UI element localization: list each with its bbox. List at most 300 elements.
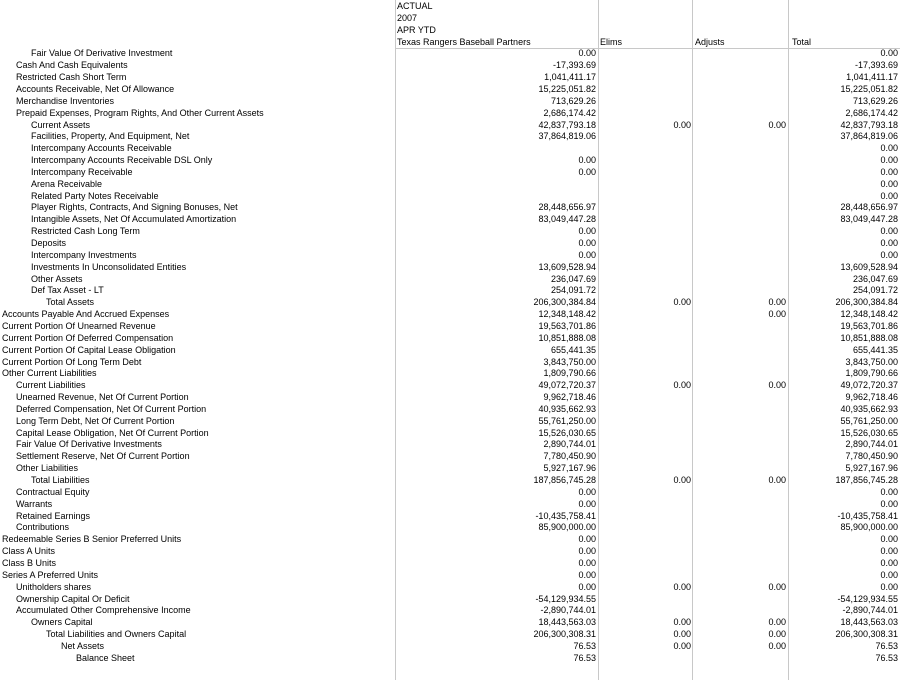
table-row <box>0 570 900 582</box>
cell-value[interactable]: 37,864,819.06 <box>538 131 596 142</box>
cell-elims[interactable]: 0.00 <box>673 119 691 130</box>
cell-total[interactable]: -54,129,934.55 <box>837 593 898 604</box>
cell-elims[interactable] <box>600 131 691 143</box>
row-label[interactable]: Other Current Liabilities <box>2 368 97 379</box>
cell-elims[interactable] <box>600 357 691 369</box>
cell-adjusts[interactable]: 0.00 <box>768 475 786 485</box>
table-row <box>0 368 900 380</box>
cell-adjusts[interactable] <box>694 108 786 120</box>
cell-elims[interactable] <box>600 202 691 214</box>
cell-total[interactable]: 0.00 <box>880 226 898 237</box>
table-row <box>0 96 900 108</box>
cell-adjusts[interactable] <box>694 546 786 558</box>
cell-adjusts[interactable] <box>694 333 786 345</box>
cell-elims[interactable]: 0.00 <box>673 640 691 651</box>
table-row <box>0 558 900 570</box>
cell-value[interactable]: 15,225,051.82 <box>538 83 596 94</box>
cell-total[interactable]: 187,856,745.28 <box>835 475 898 485</box>
cell-value[interactable]: 0.00 <box>578 534 596 545</box>
cell-elims[interactable] <box>600 108 691 120</box>
cell-value[interactable]: 0.00 <box>578 238 596 248</box>
cell-adjusts[interactable] <box>694 179 786 191</box>
cell-elims[interactable] <box>600 463 691 475</box>
cell-adjusts[interactable] <box>694 191 786 203</box>
cell-value[interactable]: 0.00 <box>578 557 596 568</box>
cell-adjusts[interactable] <box>694 368 786 380</box>
cell-elims[interactable] <box>600 416 691 428</box>
row-label[interactable]: Owners Capital <box>31 617 93 628</box>
cell-adjusts[interactable] <box>694 653 786 665</box>
table-row <box>0 475 900 487</box>
row-label[interactable]: Total Assets <box>46 297 95 308</box>
cell-total[interactable]: 85,900,000.00 <box>840 522 898 533</box>
cell-elims[interactable] <box>600 262 691 274</box>
cell-value[interactable]: 42,837,793.18 <box>538 119 596 130</box>
cell-adjusts[interactable] <box>694 250 786 262</box>
cell-elims[interactable]: 0.00 <box>673 475 691 485</box>
cell-adjusts[interactable] <box>694 214 786 226</box>
row-label[interactable]: Current Portion Of Deferred Compensation <box>2 332 174 343</box>
table-row <box>0 143 900 155</box>
cell-value[interactable]: 15,526,030.65 <box>538 427 596 438</box>
row-label[interactable]: Cash And Cash Equivalents <box>16 60 128 71</box>
row-label[interactable]: Intercompany Receivable <box>31 166 133 177</box>
cell-value[interactable] <box>397 143 596 155</box>
cell-total[interactable]: 1,809,790.66 <box>845 368 898 379</box>
row-label[interactable]: Settlement Reserve, Net Of Current Portion <box>16 451 190 462</box>
row-label[interactable]: Investments In Unconsolidated Entities <box>31 261 187 272</box>
table-row <box>0 594 900 606</box>
row-label[interactable]: Accounts Payable And Accrued Expenses <box>2 309 170 320</box>
cell-value[interactable]: 18,443,563.03 <box>538 617 596 628</box>
table-row <box>0 60 900 72</box>
cell-adjusts[interactable] <box>694 404 786 416</box>
cell-elims[interactable] <box>600 238 691 250</box>
row-label[interactable]: Long Term Debt, Net Of Current Portion <box>16 415 175 426</box>
cell-adjusts[interactable] <box>694 262 786 274</box>
cell-value[interactable]: 254,091.72 <box>550 285 596 296</box>
cell-total[interactable]: 0.00 <box>880 486 898 497</box>
row-label[interactable]: Deferred Compensation, Net Of Current Portion <box>16 403 207 414</box>
cell-adjusts[interactable] <box>694 202 786 214</box>
cell-elims[interactable] <box>600 594 691 606</box>
cell-total[interactable]: 55,761,250.00 <box>840 415 898 426</box>
row-label[interactable]: Retained Earnings <box>16 510 91 521</box>
header-elims: Elims <box>600 36 622 47</box>
cell-value[interactable]: 1,809,790.66 <box>543 368 596 379</box>
row-label[interactable]: Other Assets <box>31 273 83 284</box>
table-row <box>0 499 900 511</box>
row-label[interactable]: Capital Lease Obligation, Net Of Current Portion <box>16 427 209 438</box>
cell-elims[interactable] <box>600 392 691 404</box>
cell-value[interactable]: 19,563,701.86 <box>538 320 596 331</box>
cell-elims[interactable] <box>600 534 691 546</box>
cell-adjusts[interactable] <box>694 285 786 297</box>
cell-elims[interactable] <box>600 179 691 191</box>
cell-elims[interactable] <box>600 226 691 238</box>
table-row <box>0 250 900 262</box>
cell-elims[interactable]: 0.00 <box>673 629 691 640</box>
cell-total[interactable]: -17,393.69 <box>854 60 898 71</box>
cell-adjusts[interactable] <box>694 84 786 96</box>
cell-value[interactable]: 85,900,000.00 <box>538 522 596 533</box>
cell-total[interactable]: 19,563,701.86 <box>840 320 898 331</box>
cell-value[interactable]: 0.00 <box>578 48 596 59</box>
cell-adjusts[interactable] <box>694 499 786 511</box>
table-row <box>0 238 900 250</box>
cell-total[interactable]: 2,890,744.01 <box>845 439 898 450</box>
cell-value[interactable]: 0.00 <box>578 249 596 260</box>
cell-elims[interactable]: 0.00 <box>673 617 691 628</box>
cell-adjusts[interactable] <box>694 428 786 440</box>
cell-elims[interactable] <box>600 214 691 226</box>
cell-value[interactable]: 0.00 <box>578 166 596 177</box>
cell-total[interactable]: 0.00 <box>880 166 898 177</box>
table-row <box>0 629 900 641</box>
table-row <box>0 487 900 499</box>
header-scenario: ACTUAL <box>397 1 433 11</box>
cell-adjusts[interactable] <box>694 321 786 333</box>
cell-total[interactable]: 76.53 <box>875 640 898 651</box>
cell-total[interactable]: 15,526,030.65 <box>840 427 898 438</box>
cell-value[interactable]: -54,129,934.55 <box>535 593 596 604</box>
row-label[interactable]: Intercompany Accounts Receivable DSL Only <box>31 155 213 166</box>
table-row <box>0 297 900 309</box>
cell-elims[interactable] <box>600 84 691 96</box>
cell-total[interactable]: 0.00 <box>880 581 898 592</box>
cell-elims[interactable] <box>600 428 691 440</box>
cell-value[interactable]: 12,348,148.42 <box>538 309 596 320</box>
cell-total[interactable]: 0.00 <box>880 249 898 260</box>
cell-elims[interactable] <box>600 274 691 286</box>
cell-value[interactable]: 0.00 <box>578 581 596 592</box>
table-row <box>0 84 900 96</box>
cell-elims[interactable]: 0.00 <box>673 581 691 592</box>
cell-total[interactable]: 3,843,750.00 <box>845 356 898 367</box>
cell-elims[interactable] <box>600 250 691 262</box>
cell-total[interactable]: 49,072,720.37 <box>840 380 898 391</box>
cell-value[interactable]: 49,072,720.37 <box>538 380 596 391</box>
cell-elims[interactable] <box>600 558 691 570</box>
row-label[interactable]: Deposits <box>31 238 67 248</box>
cell-total[interactable]: 28,448,656.97 <box>840 202 898 213</box>
table-row <box>0 120 900 132</box>
cell-value[interactable]: -10,435,758.41 <box>535 510 596 521</box>
cell-total[interactable]: 7,780,450.90 <box>845 451 898 462</box>
row-label[interactable]: Restricted Cash Short Term <box>16 72 127 83</box>
table-row <box>0 345 900 357</box>
row-label[interactable]: Redeemable Series B Senior Preferred Units <box>2 534 182 545</box>
table-row <box>0 131 900 143</box>
cell-value[interactable]: 2,686,174.42 <box>543 107 596 118</box>
cell-adjusts[interactable] <box>694 511 786 523</box>
cell-value[interactable]: 187,856,745.28 <box>533 475 596 485</box>
cell-total[interactable]: 18,443,563.03 <box>840 617 898 628</box>
cell-adjusts[interactable]: 0.00 <box>768 640 786 651</box>
cell-elims[interactable] <box>600 653 691 665</box>
cell-total[interactable]: 15,225,051.82 <box>840 83 898 94</box>
cell-elims[interactable] <box>600 451 691 463</box>
cell-total[interactable]: 0.00 <box>880 143 898 154</box>
table-row <box>0 534 900 546</box>
table-row <box>0 262 900 274</box>
row-label[interactable]: Unitholders shares <box>16 581 92 592</box>
row-label[interactable]: Warrants <box>16 498 53 509</box>
cell-total[interactable]: 0.00 <box>880 48 898 59</box>
cell-adjusts[interactable] <box>694 451 786 463</box>
cell-total[interactable]: -10,435,758.41 <box>837 510 898 521</box>
cell-value[interactable]: 13,609,528.94 <box>538 261 596 272</box>
row-label[interactable]: Related Party Notes Receivable <box>31 190 159 201</box>
cell-adjusts[interactable] <box>694 48 786 60</box>
cell-value[interactable]: 76.53 <box>573 652 596 663</box>
cell-adjusts[interactable] <box>694 522 786 534</box>
cell-value[interactable] <box>397 179 596 191</box>
cell-adjusts[interactable] <box>694 60 786 72</box>
cell-elims[interactable] <box>600 321 691 333</box>
table-row <box>0 380 900 392</box>
cell-adjusts[interactable] <box>694 463 786 475</box>
cell-value[interactable]: 206,300,308.31 <box>533 629 596 640</box>
cell-value[interactable]: 0.00 <box>578 569 596 580</box>
row-label[interactable]: Ownership Capital Or Deficit <box>16 593 130 604</box>
row-label[interactable]: Intercompany Investments <box>31 249 137 260</box>
cell-elims[interactable] <box>600 72 691 84</box>
row-label[interactable]: Intangible Assets, Net Of Accumulated Amortization <box>31 214 237 225</box>
cell-total[interactable]: 0.00 <box>880 569 898 580</box>
table-row <box>0 605 900 617</box>
cell-total[interactable]: 40,935,662.93 <box>840 403 898 414</box>
table-row <box>0 439 900 451</box>
cell-adjusts[interactable] <box>694 594 786 606</box>
cell-adjusts[interactable] <box>694 238 786 250</box>
row-label[interactable]: Intercompany Accounts Receivable <box>31 143 172 154</box>
cell-total[interactable]: 206,300,384.84 <box>835 297 898 308</box>
cell-total[interactable]: 0.00 <box>880 534 898 545</box>
row-label[interactable]: Total Liabilities and Owners Capital <box>46 629 187 640</box>
table-row <box>0 72 900 84</box>
cell-total[interactable]: 206,300,308.31 <box>835 629 898 640</box>
cell-elims[interactable] <box>600 439 691 451</box>
table-row <box>0 582 900 594</box>
row-label[interactable]: Facilities, Property, And Equipment, Net <box>31 131 190 142</box>
table-row <box>0 167 900 179</box>
cell-total[interactable]: 2,686,174.42 <box>845 107 898 118</box>
cell-elims[interactable]: 0.00 <box>673 380 691 391</box>
row-label[interactable]: Current Assets <box>31 119 91 130</box>
cell-value[interactable]: 2,890,744.01 <box>543 439 596 450</box>
cell-adjusts[interactable] <box>694 96 786 108</box>
cell-value[interactable]: 713,629.26 <box>550 95 596 106</box>
cell-elims[interactable] <box>600 309 691 321</box>
cell-adjusts[interactable] <box>694 534 786 546</box>
table-row <box>0 333 900 345</box>
cell-value[interactable]: 28,448,656.97 <box>538 202 596 213</box>
cell-value[interactable]: -2,890,744.01 <box>540 605 596 616</box>
row-label[interactable]: Total Liabilities <box>31 475 90 485</box>
cell-value[interactable]: 0.00 <box>578 155 596 166</box>
cell-value[interactable]: 0.00 <box>578 498 596 509</box>
cell-total[interactable]: -2,890,744.01 <box>842 605 898 616</box>
row-label[interactable]: Contributions <box>16 522 70 533</box>
cell-adjusts[interactable]: 0.00 <box>768 380 786 391</box>
row-label[interactable]: Unearned Revenue, Net Of Current Portion <box>16 392 189 403</box>
cell-adjusts[interactable] <box>694 155 786 167</box>
cell-elims[interactable] <box>600 143 691 155</box>
table-row <box>0 226 900 238</box>
row-label[interactable]: Net Assets <box>61 640 105 651</box>
cell-value[interactable]: 40,935,662.93 <box>538 403 596 414</box>
cell-total[interactable]: 13,609,528.94 <box>840 261 898 272</box>
table-row <box>0 617 900 629</box>
row-label[interactable]: Current Portion Of Long Term Debt <box>2 356 142 367</box>
cell-elims[interactable] <box>600 96 691 108</box>
cell-adjusts[interactable] <box>694 558 786 570</box>
cell-elims[interactable]: 0.00 <box>673 297 691 308</box>
table-row <box>0 641 900 653</box>
cell-total[interactable]: 37,864,819.06 <box>840 131 898 142</box>
cell-elims[interactable] <box>600 499 691 511</box>
cell-total[interactable]: 0.00 <box>880 546 898 557</box>
cell-total[interactable]: 0.00 <box>880 190 898 201</box>
cell-adjusts[interactable] <box>694 439 786 451</box>
row-label[interactable]: Def Tax Asset - LT <box>31 285 104 296</box>
cell-elims[interactable] <box>600 285 691 297</box>
cell-value[interactable]: 5,927,167.96 <box>543 463 596 474</box>
cell-value[interactable]: 55,761,250.00 <box>538 415 596 426</box>
cell-total[interactable]: 10,851,888.08 <box>840 332 898 343</box>
cell-value[interactable]: 0.00 <box>578 486 596 497</box>
table-row <box>0 463 900 475</box>
cell-total[interactable]: 254,091.72 <box>852 285 898 296</box>
cell-value[interactable]: 206,300,384.84 <box>533 297 596 308</box>
cell-total[interactable]: 1,041,411.17 <box>846 72 898 83</box>
cell-elims[interactable] <box>600 605 691 617</box>
cell-value[interactable]: 3,843,750.00 <box>543 356 596 367</box>
cell-adjusts[interactable]: 0.00 <box>768 119 786 130</box>
cell-elims[interactable] <box>600 345 691 357</box>
table-row <box>0 404 900 416</box>
cell-elims[interactable] <box>600 570 691 582</box>
cell-elims[interactable] <box>600 48 691 60</box>
cell-elims[interactable] <box>600 487 691 499</box>
row-label[interactable]: Class A Units <box>2 546 56 557</box>
cell-total[interactable]: 713,629.26 <box>852 95 898 106</box>
cell-total[interactable]: 0.00 <box>880 238 898 248</box>
cell-elims[interactable] <box>600 60 691 72</box>
cell-elims[interactable] <box>600 167 691 179</box>
row-label[interactable]: Current Portion Of Unearned Revenue <box>2 320 156 331</box>
cell-total[interactable]: 5,927,167.96 <box>845 463 898 474</box>
cell-total[interactable]: 12,348,148.42 <box>840 309 898 320</box>
table-row <box>0 546 900 558</box>
cell-adjusts[interactable]: 0.00 <box>768 297 786 308</box>
cell-adjusts[interactable] <box>694 487 786 499</box>
header-adjusts: Adjusts <box>695 36 725 47</box>
row-label[interactable]: Accumulated Other Comprehensive Income <box>16 605 191 616</box>
table-row <box>0 179 900 191</box>
cell-value[interactable]: 83,049,447.28 <box>538 214 596 225</box>
header-period: APR YTD <box>397 24 436 35</box>
row-label[interactable]: Prepaid Expenses, Program Rights, And Other Current Assets <box>16 107 264 118</box>
cell-total[interactable]: 42,837,793.18 <box>840 119 898 130</box>
cell-elims[interactable] <box>600 546 691 558</box>
cell-adjusts[interactable] <box>694 274 786 286</box>
cell-value[interactable] <box>397 191 596 203</box>
cell-value[interactable]: -17,393.69 <box>552 60 596 71</box>
cell-adjusts[interactable] <box>694 143 786 155</box>
cell-total[interactable]: 9,962,718.46 <box>845 392 898 403</box>
cell-adjusts[interactable]: 0.00 <box>768 629 786 640</box>
cell-elims[interactable] <box>600 522 691 534</box>
cell-value[interactable]: 7,780,450.90 <box>543 451 596 462</box>
cell-total[interactable]: 0.00 <box>880 557 898 568</box>
cell-total[interactable]: 83,049,447.28 <box>840 214 898 225</box>
cell-adjusts[interactable] <box>694 226 786 238</box>
table-row <box>0 428 900 440</box>
row-label[interactable]: Current Portion Of Capital Lease Obligation <box>2 344 176 355</box>
row-label[interactable]: Current Liabilities <box>16 380 86 391</box>
row-label[interactable]: Series A Preferred Units <box>2 569 99 580</box>
row-label[interactable]: Fair Value Of Derivative Investment <box>31 48 173 59</box>
cell-value[interactable]: 9,962,718.46 <box>543 392 596 403</box>
cell-value[interactable]: 0.00 <box>578 226 596 237</box>
row-label[interactable]: Other Liabilities <box>16 463 79 474</box>
cell-adjusts[interactable] <box>694 131 786 143</box>
cell-elims[interactable] <box>600 511 691 523</box>
cell-total[interactable]: 0.00 <box>880 155 898 166</box>
cell-elims[interactable] <box>600 404 691 416</box>
cell-adjusts[interactable] <box>694 392 786 404</box>
cell-value[interactable]: 76.53 <box>573 640 596 651</box>
row-label[interactable]: Accounts Receivable, Net Of Allowance <box>16 83 175 94</box>
cell-total[interactable]: 0.00 <box>880 498 898 509</box>
cell-adjusts[interactable] <box>694 416 786 428</box>
row-label[interactable]: Player Rights, Contracts, And Signing Bonuses, Net <box>31 202 238 213</box>
cell-value[interactable]: 236,047.69 <box>550 273 596 284</box>
cell-elims[interactable] <box>600 333 691 345</box>
row-label[interactable]: Restricted Cash Long Term <box>31 226 140 237</box>
row-label[interactable]: Balance Sheet <box>76 652 135 663</box>
row-label[interactable]: Contractual Equity <box>16 486 90 497</box>
table-row <box>0 522 900 534</box>
cell-elims[interactable] <box>600 368 691 380</box>
row-label[interactable]: Fair Value Of Derivative Investments <box>16 439 162 450</box>
cell-value[interactable]: 1,041,411.17 <box>544 72 596 83</box>
cell-elims[interactable] <box>600 155 691 167</box>
cell-adjusts[interactable]: 0.00 <box>768 617 786 628</box>
cell-value[interactable]: 655,441.35 <box>550 344 596 355</box>
cell-adjusts[interactable]: 0.00 <box>768 309 786 320</box>
row-label[interactable]: Class B Units <box>2 557 57 568</box>
row-label[interactable]: Merchandise Inventories <box>16 95 115 106</box>
cell-value[interactable]: 10,851,888.08 <box>538 332 596 343</box>
cell-adjusts[interactable] <box>694 345 786 357</box>
cell-adjusts[interactable] <box>694 570 786 582</box>
cell-total[interactable]: 76.53 <box>875 652 898 663</box>
cell-adjusts[interactable] <box>694 167 786 179</box>
cell-total[interactable]: 236,047.69 <box>852 273 898 284</box>
cell-total[interactable]: 655,441.35 <box>852 344 898 355</box>
cell-value[interactable]: 0.00 <box>578 546 596 557</box>
cell-elims[interactable] <box>600 191 691 203</box>
cell-adjusts[interactable]: 0.00 <box>768 581 786 592</box>
row-label[interactable]: Arena Receivable <box>31 178 103 189</box>
cell-adjusts[interactable] <box>694 605 786 617</box>
cell-adjusts[interactable] <box>694 357 786 369</box>
cell-adjusts[interactable] <box>694 72 786 84</box>
cell-total[interactable]: 0.00 <box>880 178 898 189</box>
